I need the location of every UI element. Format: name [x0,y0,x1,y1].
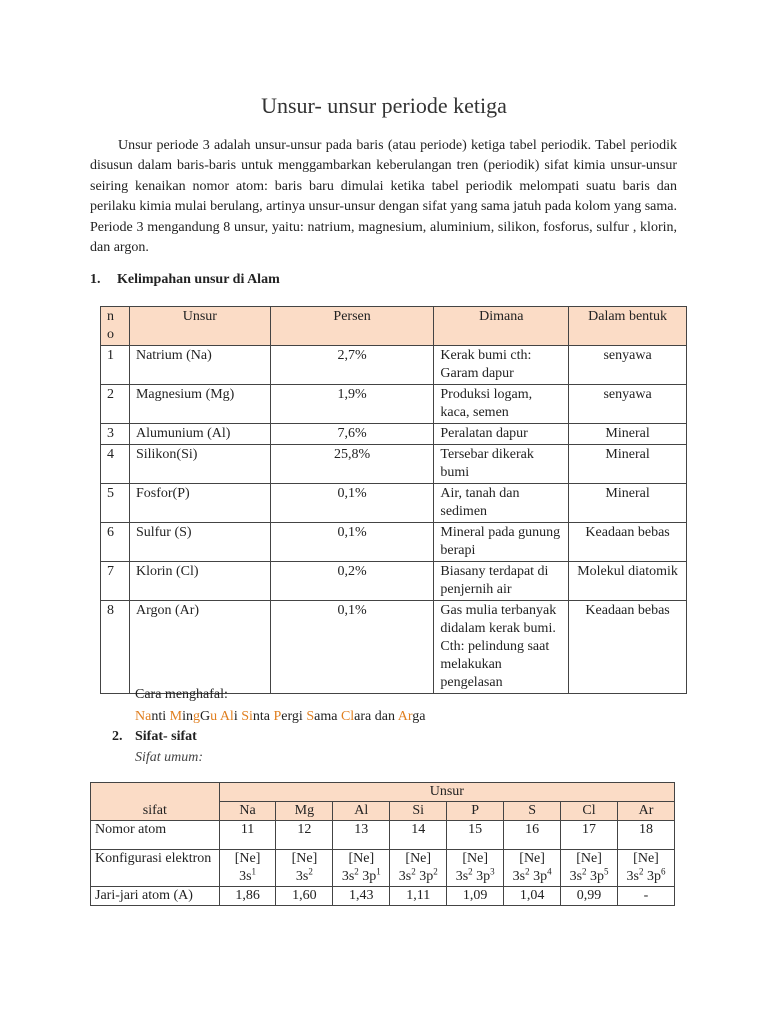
cell-nomor-atom: 17 [561,821,618,850]
cell-bentuk: Mineral [569,445,687,484]
cell-no: 6 [101,523,130,562]
konfig-orbitals [508,868,556,886]
orbital-electrons: 3 [490,866,495,877]
mnemonic-highlight: Cl [340,709,355,724]
abundance-table-header [101,307,687,346]
konfig-orbitals [622,868,670,886]
mnemonic-highlight: Al [219,709,234,724]
cell-unsur: Klorin (Cl) [129,562,270,601]
table-row [91,887,675,906]
cell-bentuk: senyawa [569,346,687,385]
cell-bentuk: Keadaan bebas [569,601,687,694]
table-row [101,424,687,445]
orbital-electrons: 2 [354,866,359,877]
table-row [101,484,687,523]
cell-bentuk: Molekul diatomik [569,562,687,601]
orbital: 3p [419,869,434,884]
page-title: Unsur- unsur periode ketiga [261,93,507,118]
header-dalam-bentuk: Dalam bentuk [569,307,687,346]
cell-konfigurasi [504,850,561,887]
element-symbol: P [447,802,504,821]
element-symbol: Na [219,802,276,821]
section-2-heading [112,729,197,745]
element-symbol: Al [333,802,390,821]
orbital: 3s [455,869,469,884]
cell-konfigurasi [333,850,390,887]
mnemonic-highlight: M [169,709,183,724]
konfig-prefix: [Ne] [462,851,488,866]
section-2-subtitle: Sifat umum: [135,750,204,765]
mnemonic-highlight: Ar [397,709,413,724]
konfig-prefix: [Ne] [291,851,318,866]
cell-konfigurasi [276,850,333,887]
cell-konfigurasi [561,850,618,887]
orbital-electrons: 2 [308,866,313,877]
mnemonic-highlight: Si [241,709,253,724]
konfig-prefix: [Ne] [234,851,261,866]
cell-persen: 25,8% [270,445,434,484]
konfig-prefix: [Ne] [405,851,432,866]
cell-dimana: Biasany terdapat di penjernih air [434,562,569,601]
cell-jari-jari: 1,11 [390,887,447,906]
table-row [101,562,687,601]
cell-persen: 0,1% [270,523,434,562]
cell-bentuk: Mineral [569,484,687,523]
cell-persen: 1,9% [270,385,434,424]
cell-no: 4 [101,445,130,484]
properties-table-body [91,783,675,906]
konfig-orbitals [451,868,499,886]
cell-dimana: Air, tanah dan sedimen [434,484,569,523]
cell-jari-jari: 1,04 [504,887,561,906]
mnemonic-rest: nti [151,709,170,724]
konfig-prefix: [Ne] [576,851,602,866]
cell-persen: 7,6% [270,424,434,445]
orbital: 3s [295,869,309,884]
orbital-electrons: 2 [638,866,644,877]
element-symbol: Si [390,802,447,821]
cell-jari-jari: 0,99 [561,887,618,906]
table-row [91,850,675,887]
cell-konfigurasi [618,850,675,887]
cell-nomor-atom: 16 [504,821,561,850]
cell-unsur: Alumunium (Al) [129,424,270,445]
orbital-electrons: 1 [376,866,381,877]
cell-unsur: Argon (Ar) [129,601,270,694]
konfig-orbitals [224,868,272,886]
orbital: 3s [239,869,252,884]
orbital: 3s [512,869,526,884]
header-dimana: Dimana [434,307,569,346]
header-persen: Persen [270,307,434,346]
cell-dimana: Mineral pada gunung berapi [434,523,569,562]
orbital-electrons: 4 [547,866,552,877]
cell-nomor-atom: 15 [447,821,504,850]
orbital: 3p [646,869,661,884]
cell-no: 3 [101,424,130,445]
orbital: 3p [476,869,491,884]
header-no: n o [101,307,130,346]
mnemonic-rest: i [233,709,242,724]
section-1-title: Kelimpahan unsur di Alam [117,272,280,287]
orbital: 3p [362,869,377,884]
section-1-heading [90,272,280,288]
abundance-table [100,306,687,694]
cell-bentuk: senyawa [569,385,687,424]
cell-nomor-atom: 18 [618,821,675,850]
orbital: 3p [533,869,548,884]
cell-no: 5 [101,484,130,523]
cell-dimana: Kerak bumi cth: Garam dapur [434,346,569,385]
cell-unsur: Sulfur (S) [129,523,270,562]
orbital-electrons: 1 [251,866,257,877]
abundance-table-body [101,346,687,694]
cell-nomor-atom: 14 [390,821,447,850]
mnemonic-highlight: Na [135,709,152,724]
mnemonic-rest: in [182,709,193,724]
cell-no: 1 [101,346,130,385]
orbital-electrons: 2 [411,866,416,877]
table-row [91,821,675,850]
cell-jari-jari: 1,60 [276,887,333,906]
orbital: 3s [569,869,583,884]
table-row [101,346,687,385]
mnemonic-rest: ama [314,709,341,724]
cell-unsur: Silikon(Si) [129,445,270,484]
element-symbol: Ar [618,802,675,821]
cell-persen: 0,2% [270,562,434,601]
section-2-number: 2. [112,729,123,744]
mnemonic-rest: G [199,709,211,724]
header-sifat: sifat [91,783,220,821]
element-symbol: Cl [561,802,618,821]
intro-paragraph: Unsur periode 3 adalah unsur-unsur pada baris (atau periode) ketiga tabel periodik. Tabel periodik disusun dalam baris-baris untuk menggambarkan keberulangan tren (periodik) sifat kimia unsur-unsur seiring kenaikan nomor atom: baris baru dimulai ketika tabel periodik melompati suatu baris dan perilaku kimia mulai berulang, artinya unsur-unsur dengan sifat yang sama jatuh pada kolom yang sama. Periode 3 mengandung 8 unsur, yaitu: natrium, magnesium, aluminium, silikon, fosforus, sulfur , klorin, dan argon. [90,138,677,256]
cell-nomor-atom: 12 [276,821,333,850]
cell-nomor-atom: 11 [219,821,276,850]
properties-header-row [91,783,675,802]
mnemonic-text [135,709,425,725]
section-2-title: Sifat- sifat [135,729,197,744]
konfig-orbitals [280,868,328,886]
properties-table [90,782,675,906]
mnemonic-highlight: P [273,709,282,724]
cell-konfigurasi [447,850,504,887]
label-jari-jari: Jari-jari atom (A) [91,887,220,906]
cell-bentuk: Mineral [569,424,687,445]
cell-bentuk: Keadaan bebas [569,523,687,562]
konfig-orbitals [337,868,385,886]
orbital: 3p [590,869,605,884]
table-row [101,385,687,424]
element-symbol: S [504,802,561,821]
cell-jari-jari: 1,43 [333,887,390,906]
cell-jari-jari: 1,86 [219,887,276,906]
mnemonic-rest: ara dan [354,709,398,724]
cell-unsur: Magnesium (Mg) [129,385,270,424]
cell-unsur: Fosfor(P) [129,484,270,523]
orbital: 3s [398,869,412,884]
mnemonic-rest: nta [252,709,274,724]
cell-persen: 2,7% [270,346,434,385]
orbital-electrons: 5 [604,866,609,877]
header-unsur: Unsur [219,783,674,802]
cell-konfigurasi [219,850,276,887]
cell-no: 8 [101,601,130,694]
mnemonic-highlight: S [306,709,315,724]
cell-dimana: Tersebar dikerak bumi [434,445,569,484]
orbital-electrons: 2 [525,866,530,877]
cell-persen: 0,1% [270,601,434,694]
orbital-electrons: 2 [468,866,473,877]
orbital-electrons: 2 [582,866,587,877]
konfig-prefix: [Ne] [519,851,545,866]
table-row [101,523,687,562]
element-symbol: Mg [276,802,333,821]
cell-dimana: Produksi logam, kaca, semen [434,385,569,424]
cell-unsur: Natrium (Na) [129,346,270,385]
mnemonic-label: Cara menghafal: [135,687,228,702]
table-row [101,445,687,484]
cell-jari-jari: - [618,887,675,906]
orbital: 3s [341,869,355,884]
cell-konfigurasi [390,850,447,887]
konfig-orbitals [565,868,613,886]
cell-no: 7 [101,562,130,601]
label-konfigurasi: Konfigurasi elektron [91,850,220,887]
section-1-number: 1. [90,272,101,287]
header-unsur: Unsur [129,307,270,346]
orbital-electrons: 6 [660,866,666,877]
cell-persen: 0,1% [270,484,434,523]
konfig-prefix: [Ne] [633,851,659,866]
cell-jari-jari: 1,09 [447,887,504,906]
orbital-electrons: 2 [433,866,438,877]
konfig-orbitals [394,868,442,886]
cell-nomor-atom: 13 [333,821,390,850]
mnemonic-highlight: g [192,709,200,724]
orbital: 3s [626,869,639,884]
label-nomor-atom: Nomor atom [91,821,220,850]
cell-dimana: Gas mulia terbanyak didalam kerak bumi. Cth: pelindung saat melakukan pengelasan [434,601,569,694]
konfig-prefix: [Ne] [348,851,375,866]
mnemonic-highlight: u [210,709,218,724]
mnemonic-rest: ga [412,709,426,724]
mnemonic-rest: ergi [281,709,307,724]
cell-no: 2 [101,385,130,424]
table-row [101,601,687,694]
cell-dimana: Peralatan dapur [434,424,569,445]
